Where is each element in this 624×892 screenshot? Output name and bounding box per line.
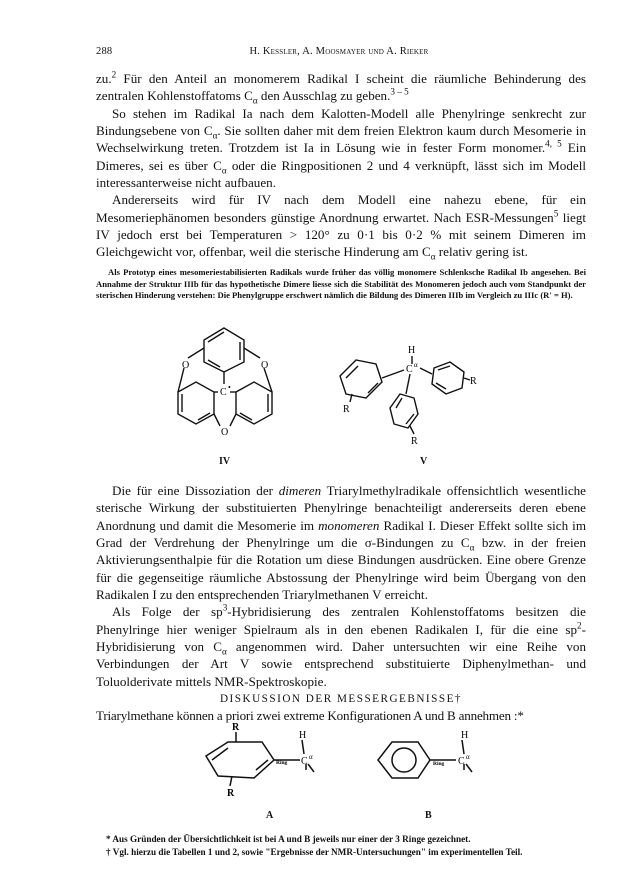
configuration-a (196, 720, 336, 812)
body-text-bottom (96, 482, 586, 690)
footnote: * Aus Gründen der Übersichtlichkeit ist bei A und B jeweils nur einer der 3 Ringe gezeichnet. (106, 834, 471, 844)
hydrogen-label: H (408, 345, 416, 356)
small-print-note: Als Prototyp eines mesomeriestabilisierten Radikals wurde früher das völlig monomere Schlenksche Radikal Ib angesehen. Bei Annahme der Struktur IIIb für das hypothetische Dimere liesse sich die Stabilität des Monomeren jedoch auch vom Standpunkt der sterischen Hinderung verstehen: Die Phenylgruppe erschwert nämlich die Bildung des Dimeren IIIb im Vergleich zu IIIc (R′ = H). (96, 267, 586, 301)
substituent-r-label: R (232, 722, 240, 733)
oxygen-label: O (261, 360, 269, 371)
radical-dot: • (228, 383, 231, 392)
central-carbon-label: C (301, 756, 308, 767)
body-text-top (96, 70, 586, 261)
hydrogen-label: H (461, 730, 469, 741)
substituent-r-label: R (411, 436, 418, 447)
figure-label-iv: IV (219, 456, 231, 467)
central-carbon-label: C (220, 387, 227, 398)
figure-label-v: V (420, 456, 428, 467)
substituent-r-label: R (343, 404, 350, 415)
hydrogen-label: H (299, 730, 307, 741)
alpha-label: α (414, 361, 418, 369)
structure-iv (160, 318, 290, 446)
footnote: † Vgl. hierzu die Tabellen 1 und 2, sowie "Ergebnisse der NMR-Untersuchungen" im experimentellen Teil. (106, 847, 523, 857)
page-number: 288 (96, 46, 113, 57)
alpha-label: α (309, 753, 313, 761)
paragraph: zu.$^2$ Für den Anteil an monomerem Radikal I scheint die räumliche Behinderung des zentralen Kohlenstoffatoms $C_\alpha$ den Ausschlag zu geben.$^{3 - 5}$ (96, 69, 586, 106)
figure-label-b: B (425, 810, 432, 821)
oxygen-label: O (221, 427, 229, 438)
alpha-label: α (466, 753, 470, 761)
running-title: H. Kessler, A. Moosmayer und A. Rieker (249, 46, 429, 57)
oxygen-label: O (182, 360, 190, 371)
paragraph: Die für eine Dissoziation der dimeren Triarylmethylradikale offensichtlich wesentliche sterische Wirkung der substituierten Phenylringe benachteiligt andererseits deren ebene Anordnung und damit die Mesomerie im monomeren Radikal I. Dieser Effekt sollte sich im Grad der Verdrehung der Phenylringe um die σ-Bindungen zu $C_\alpha$ bzw. in der freien Aktivierungsenthalpie für die Rotation um diese Bindungen ausdrücken. Eine obere Grenze für die gegenseitige räumliche Abstossung der Phenylringe wird beim Übergang von den Radikalen I zu den entsprechenden Triarylmethanen V erreicht. (96, 483, 586, 603)
central-carbon-label: C (406, 364, 413, 375)
ring-label: Ring (276, 760, 288, 766)
structure-v (330, 338, 490, 453)
ring-label: Ring (433, 761, 445, 767)
figure-label-a: A (266, 810, 274, 821)
paragraph: Andererseits wird für IV nach dem Modell eine nahezu ebene, für ein Mesomeriephänomen besonders günstige Anordnung erwartet. Nach ESR-Messungen$^5$ liegt IV jedoch erst bei Temperaturen > 120° zu 0·1 bis 0·2 % mit seinem Dimeren im Gleichgewicht vor, offenbar, weil die sterische Hinderung am $C_\alpha$ relativ gering ist. (96, 192, 587, 263)
paragraph: Als Folge der $sp^3$-Hybridisierung des zentralen Kohlenstoffatoms besitzen die Phenylringe hier weniger Spielraum als in den ebenen Radikalen I, für die eine $sp^2$-Hybridisierung von $C_\alpha$ angenommen wird. Daher untersuchten wir eine Reihe von Verbindungen der Art V sowie entsprechend substituierte Diphenylmethan- und Toluolderivate mittels NMR-Spektroskopie. (96, 603, 586, 689)
paragraph: So stehen im Radikal Ia nach dem Kalotten-Modell alle Phenylringe senkrecht zur Bindungsebene von $C_\alpha$. Sie sollten daher mit dem freien Elektron kaum durch Mesomerie in Wechselwirkung treten. Trotzdem ist Ia in Lösung wie in fester Form monomer.$^{4, 5}$ Ein Dimeres, sei es über $C_\alpha$ oder die Ringpositionen 2 und 4 verknüpft, lässt sich im Modell interessanterweise nicht aufbauen. (96, 105, 586, 191)
substituent-r-label: R (470, 376, 477, 387)
substituent-r-label: R (227, 788, 235, 799)
central-carbon-label: C (458, 756, 465, 767)
configuration-b (370, 722, 490, 812)
intro-line: Triarylmethane können a priori zwei extreme Konfigurationen A und B annehmen :* (96, 708, 524, 723)
section-heading: DISKUSSION DER MESSERGEBNISSE† (219, 693, 463, 705)
page-header (96, 46, 582, 62)
